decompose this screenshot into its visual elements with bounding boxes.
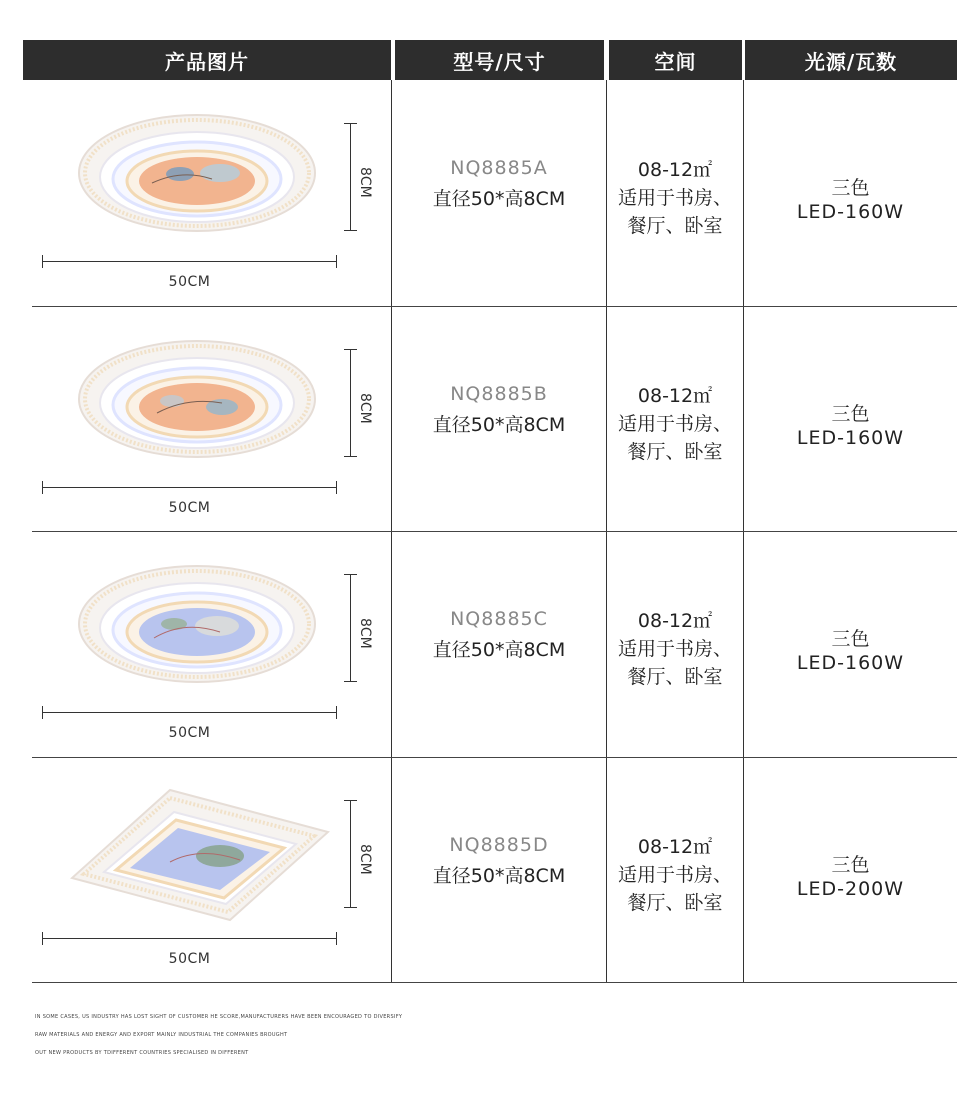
header-product-image: 产品图片 — [23, 40, 391, 80]
width-dimension-line — [42, 261, 337, 262]
size-text: 直径50*高8CM — [432, 639, 566, 661]
light-wattage-cell — [744, 307, 957, 532]
usage-text-line-1: 适用于书房、 — [617, 864, 732, 886]
width-dimension-label: 50CM — [168, 274, 211, 290]
wattage-text: LED-200W — [796, 878, 905, 900]
product-image-cell — [32, 81, 390, 306]
wattage-text: LED-160W — [796, 201, 905, 223]
product-image-cell — [32, 532, 390, 757]
space-cell — [607, 758, 743, 983]
usage-text-line-1: 适用于书房、 — [617, 638, 732, 660]
ceiling-lamp-image — [72, 562, 322, 692]
area-text: 08-12㎡ — [637, 385, 713, 407]
light-wattage-cell — [744, 81, 957, 306]
size-text: 直径50*高8CM — [432, 414, 566, 436]
ceiling-lamp-image — [70, 782, 330, 922]
usage-text-line-2: 餐厅、卧室 — [627, 666, 723, 688]
light-wattage-cell — [744, 758, 957, 983]
product-image-cell — [32, 758, 390, 983]
usage-text-line-1: 适用于书房、 — [617, 413, 732, 435]
model-size-cell — [392, 532, 606, 757]
table-row — [0, 81, 980, 306]
ceiling-lamp-image — [72, 111, 322, 241]
model-number: NQ8885B — [450, 383, 548, 405]
model-number: NQ8885D — [449, 834, 549, 856]
table-row — [0, 307, 980, 532]
ceiling-lamp-image — [72, 337, 322, 467]
height-dimension-line — [350, 800, 351, 908]
header-space: 空间 — [609, 40, 742, 80]
light-color-text: 三色 — [831, 177, 870, 199]
model-size-cell — [392, 307, 606, 532]
height-dimension-label: 8CM — [357, 393, 373, 424]
light-color-text: 三色 — [831, 628, 870, 650]
height-dimension-line — [350, 574, 351, 682]
light-color-text: 三色 — [831, 854, 870, 876]
space-cell — [607, 532, 743, 757]
size-text: 直径50*高8CM — [432, 188, 566, 210]
width-dimension-line — [42, 938, 337, 939]
width-dimension-label: 50CM — [168, 725, 211, 741]
width-dimension-label: 50CM — [168, 500, 211, 516]
width-dimension-line — [42, 712, 337, 713]
size-text: 直径50*高8CM — [432, 865, 566, 887]
area-text: 08-12㎡ — [637, 836, 713, 858]
area-text: 08-12㎡ — [637, 610, 713, 632]
usage-text-line-2: 餐厅、卧室 — [627, 441, 723, 463]
height-dimension-label: 8CM — [357, 167, 373, 198]
height-dimension-line — [350, 123, 351, 231]
space-cell — [607, 81, 743, 306]
usage-text-line-2: 餐厅、卧室 — [627, 215, 723, 237]
header-model-size: 型号/尺寸 — [395, 40, 604, 80]
wattage-text: LED-160W — [796, 427, 905, 449]
product-image-cell — [32, 307, 390, 532]
usage-text-line-2: 餐厅、卧室 — [627, 892, 723, 914]
table-row — [0, 532, 980, 757]
usage-text-line-1: 适用于书房、 — [617, 187, 732, 209]
width-dimension-label: 50CM — [168, 951, 211, 967]
header-light-wattage: 光源/瓦数 — [745, 40, 957, 80]
model-size-cell — [392, 758, 606, 983]
model-number: NQ8885C — [450, 608, 548, 630]
table-row — [0, 758, 980, 983]
model-number: NQ8885A — [450, 157, 548, 179]
light-wattage-cell — [744, 532, 957, 757]
height-dimension-line — [350, 349, 351, 457]
space-cell — [607, 307, 743, 532]
height-dimension-label: 8CM — [357, 844, 373, 875]
area-text: 08-12㎡ — [637, 159, 713, 181]
width-dimension-line — [42, 487, 337, 488]
model-size-cell — [392, 81, 606, 306]
light-color-text: 三色 — [831, 403, 870, 425]
footer-text-line-1: IN SOME CASES, US INDUSTRY HAS LOST SIGHT OF CUSTOMER HE SCORE,MANUFACTURERS HAVE BEEN ENCOURAGED TO DIVERSIFY — [35, 1014, 403, 1020]
height-dimension-label: 8CM — [357, 618, 373, 649]
footer-text-line-3: OUT NEW PRODUCTS BY TDIFFERENT COUNTRIES SPECIALISED IN DIFFERENT — [35, 1050, 249, 1056]
footer-text-line-2: RAW MATERIALS AND ENERGY AND EXPORT MAINLY INDUSTRIAL THE COMPANIES BROUGHT — [35, 1032, 288, 1038]
wattage-text: LED-160W — [796, 652, 905, 674]
